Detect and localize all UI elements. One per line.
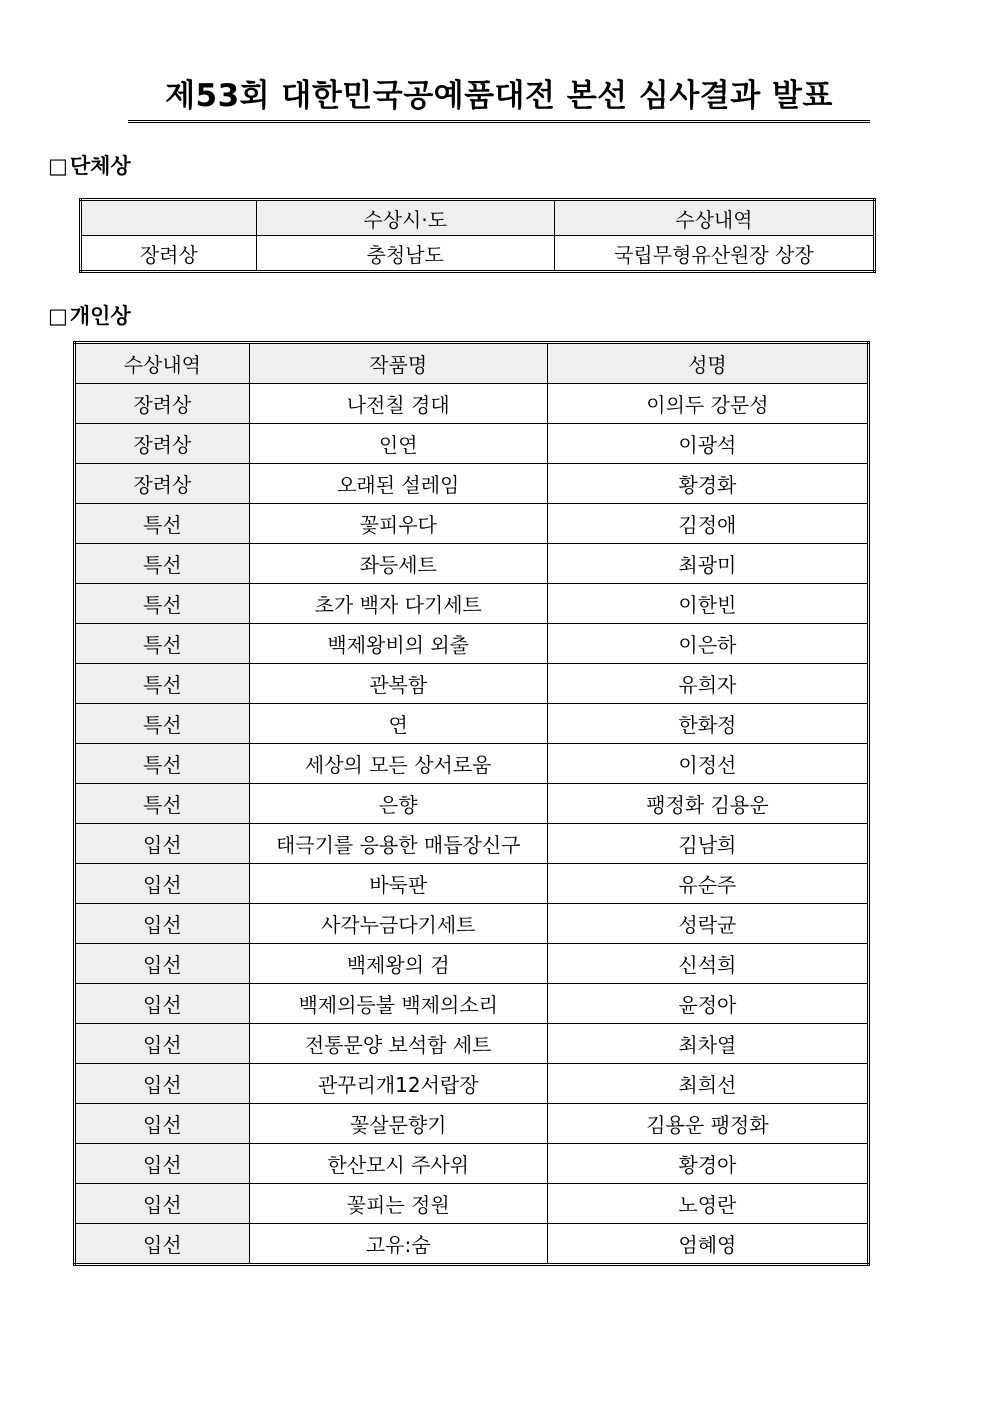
table-row (75, 504, 869, 544)
table-cell: 성락균 (547, 904, 868, 944)
table-cell: 꽃피는 정원 (249, 1184, 547, 1224)
checkbox-square-icon: □ (48, 304, 68, 328)
table-cell: 특선 (75, 744, 250, 784)
table-row (75, 1184, 869, 1224)
table-cell: 팽정화 김용운 (547, 784, 868, 824)
table-cell: 인연 (249, 424, 547, 464)
table-cell: 꽃피우다 (249, 504, 547, 544)
table-cell: 최희선 (547, 1064, 868, 1104)
table-cell: 황경아 (547, 1144, 868, 1184)
table-cell: 노영란 (547, 1184, 868, 1224)
table-cell: 은향 (249, 784, 547, 824)
table-cell: 장려상 (81, 236, 257, 272)
column-header: 성명 (547, 343, 868, 384)
table-row (75, 624, 869, 664)
table-cell: 신석희 (547, 944, 868, 984)
table-cell: 세상의 모든 상서로움 (249, 744, 547, 784)
table-row (75, 1224, 869, 1265)
table-row (75, 1144, 869, 1184)
table-header-row (81, 200, 875, 236)
table-cell: 입선 (75, 1184, 250, 1224)
table-header-row (75, 343, 869, 384)
table-cell: 꽃살문향기 (249, 1104, 547, 1144)
table-cell: 특선 (75, 584, 250, 624)
table-cell: 백제왕비의 외출 (249, 624, 547, 664)
table-row (75, 784, 869, 824)
table-cell: 태극기를 응용한 매듭장신구 (249, 824, 547, 864)
table-row (75, 704, 869, 744)
table-row (75, 584, 869, 624)
column-header: 수상시·도 (256, 200, 554, 236)
table-cell: 초가 백자 다기세트 (249, 584, 547, 624)
table-cell: 한화정 (547, 704, 868, 744)
table-cell: 윤정아 (547, 984, 868, 1024)
table-cell: 김용운 팽정화 (547, 1104, 868, 1144)
table-cell: 입선 (75, 1024, 250, 1064)
table-cell: 좌등세트 (249, 544, 547, 584)
table-cell: 백제의등불 백제의소리 (249, 984, 547, 1024)
table-cell: 관복함 (249, 664, 547, 704)
table-cell: 입선 (75, 824, 250, 864)
table-cell: 나전칠 경대 (249, 384, 547, 424)
table-cell: 최광미 (547, 544, 868, 584)
table-cell: 한산모시 주사위 (249, 1144, 547, 1184)
table-cell: 국립무형유산원장 상장 (554, 236, 874, 272)
table-cell: 이은하 (547, 624, 868, 664)
table-cell: 김남희 (547, 824, 868, 864)
table-row (75, 824, 869, 864)
table-cell: 최차열 (547, 1024, 868, 1064)
table-cell: 오래된 설레임 (249, 464, 547, 504)
table-row (75, 744, 869, 784)
table-cell: 입선 (75, 904, 250, 944)
table-cell: 입선 (75, 864, 250, 904)
title-block (128, 74, 870, 123)
group-award-table (79, 198, 876, 273)
column-header: 작품명 (249, 343, 547, 384)
table-cell: 입선 (75, 1064, 250, 1104)
table-row (75, 1104, 869, 1144)
table-cell: 전통문양 보석함 세트 (249, 1024, 547, 1064)
table-cell: 백제왕의 검 (249, 944, 547, 984)
table-row (75, 864, 869, 904)
table-cell: 관꾸리개12서랍장 (249, 1064, 547, 1104)
group-award-heading-text: 단체상 (69, 154, 131, 178)
table-cell: 유희자 (547, 664, 868, 704)
table-cell: 엄혜영 (547, 1224, 868, 1265)
table-row (75, 1064, 869, 1104)
table-cell: 입선 (75, 944, 250, 984)
column-header: 수상내역 (75, 343, 250, 384)
table-cell: 특선 (75, 504, 250, 544)
table-cell: 특선 (75, 544, 250, 584)
table-cell: 김정애 (547, 504, 868, 544)
table-cell: 이정선 (547, 744, 868, 784)
table-row (75, 904, 869, 944)
table-cell: 특선 (75, 704, 250, 744)
table-cell: 황경화 (547, 464, 868, 504)
table-cell: 유순주 (547, 864, 868, 904)
table-cell: 입선 (75, 1144, 250, 1184)
table-cell: 바둑판 (249, 864, 547, 904)
individual-award-heading-text: 개인상 (69, 304, 131, 328)
table-cell: 장려상 (75, 424, 250, 464)
table-cell: 연 (249, 704, 547, 744)
table-cell: 특선 (75, 664, 250, 704)
checkbox-square-icon: □ (48, 154, 68, 178)
table-row (81, 236, 875, 272)
table-row (75, 544, 869, 584)
column-header: 수상내역 (554, 200, 874, 236)
column-header (81, 200, 257, 236)
table-cell: 이의두 강문성 (547, 384, 868, 424)
table-row (75, 1024, 869, 1064)
table-cell: 장려상 (75, 384, 250, 424)
table-cell: 사각누금다기세트 (249, 904, 547, 944)
table-cell: 특선 (75, 784, 250, 824)
table-row (75, 984, 869, 1024)
table-cell: 고유:숨 (249, 1224, 547, 1265)
table-cell: 특선 (75, 624, 250, 664)
table-cell: 입선 (75, 1104, 250, 1144)
individual-award-table (73, 341, 870, 1266)
table-cell: 입선 (75, 984, 250, 1024)
table-cell: 장려상 (75, 464, 250, 504)
table-cell: 이한빈 (547, 584, 868, 624)
page-title: 제53회 대한민국공예품대전 본선 심사결과 발표 (128, 74, 870, 123)
table-row (75, 664, 869, 704)
table-cell: 입선 (75, 1224, 250, 1265)
table-cell: 이광석 (547, 424, 868, 464)
table-row (75, 424, 869, 464)
table-row (75, 464, 869, 504)
table-row (75, 384, 869, 424)
individual-award-heading (48, 300, 131, 330)
group-award-heading (48, 150, 131, 180)
table-row (75, 944, 869, 984)
table-cell: 충청남도 (256, 236, 554, 272)
